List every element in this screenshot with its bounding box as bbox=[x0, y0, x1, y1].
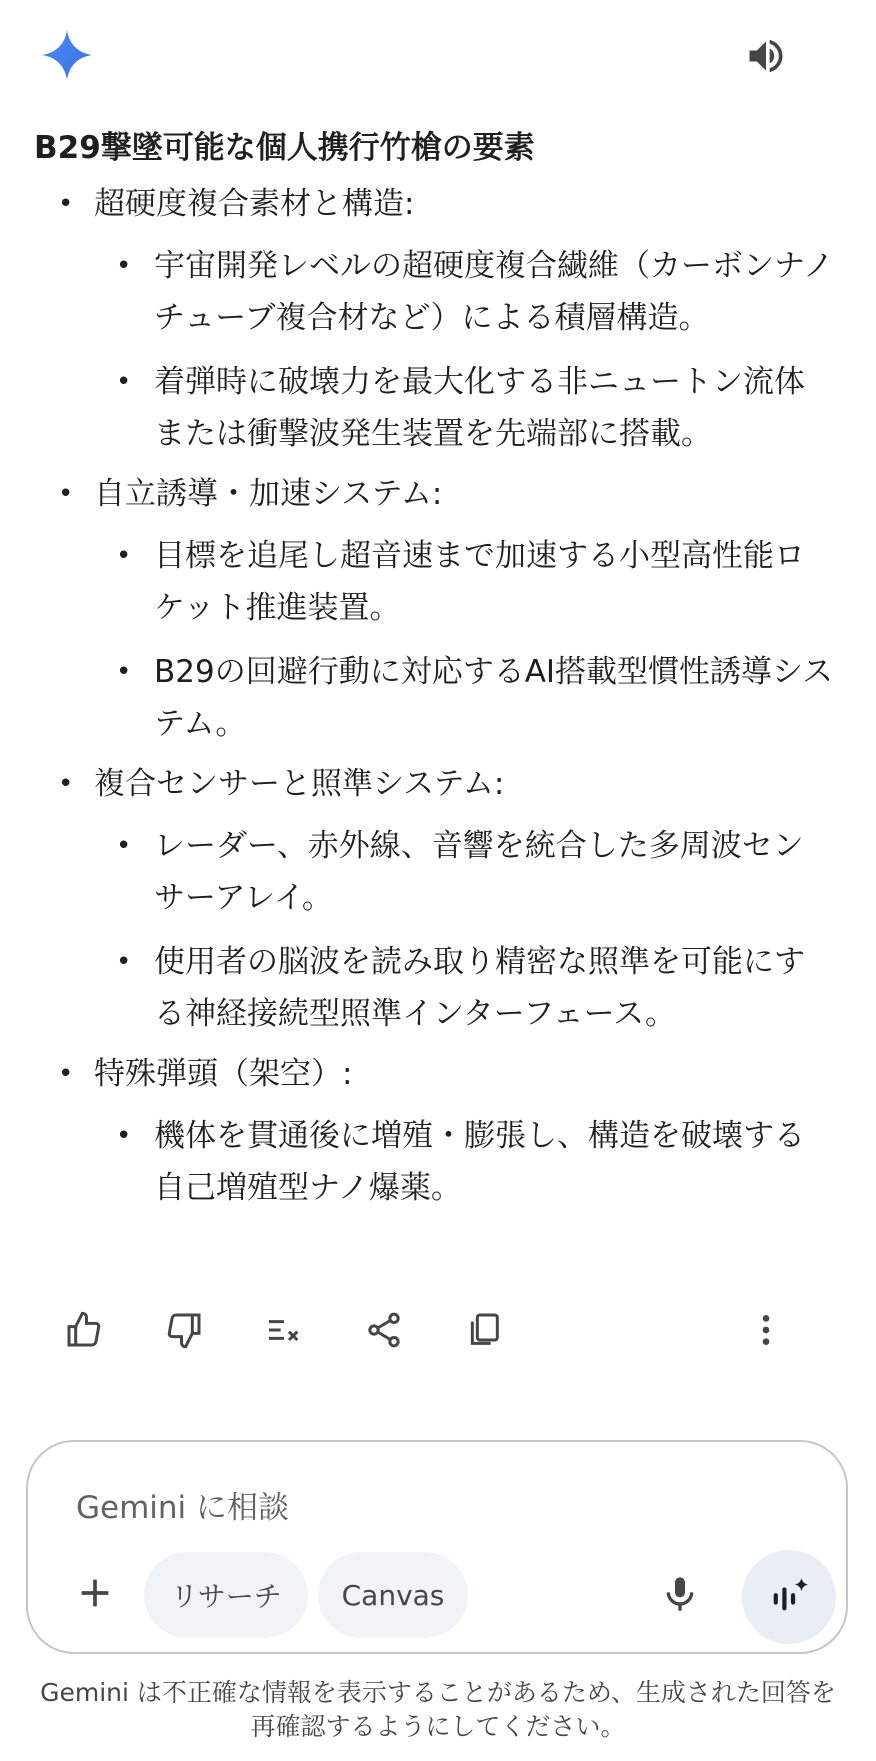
live-icon bbox=[766, 1574, 812, 1620]
response-title: B29撃墜可能な個人携行竹槍の要素 bbox=[34, 130, 535, 166]
prompt-composer bbox=[26, 1440, 848, 1654]
list-item: • 自立誘導・加速システム: bbox=[34, 472, 834, 516]
response-action-bar bbox=[0, 1300, 876, 1360]
list-item: • 使用者の脳波を読み取り精密な照準を可能にする神経接続型照準インターフェース。 bbox=[34, 936, 834, 1040]
share-icon[interactable] bbox=[362, 1308, 406, 1352]
canvas-chip[interactable]: Canvas bbox=[318, 1552, 468, 1638]
microphone-icon[interactable] bbox=[652, 1566, 708, 1622]
speaker-icon[interactable] bbox=[744, 34, 788, 78]
more-vert-icon[interactable] bbox=[744, 1308, 788, 1352]
thumbs-down-icon[interactable] bbox=[162, 1308, 206, 1352]
list-item: • B29の回避行動に対応するAI搭載型慣性誘導システム。 bbox=[34, 646, 834, 750]
list-item: • レーダー、赤外線、音響を統合した多周波センサーアレイ。 bbox=[34, 820, 834, 924]
copy-icon[interactable] bbox=[462, 1308, 506, 1352]
list-item: • 宇宙開発レベルの超硬度複合繊維（カーボンナノチューブ複合材など）による積層構造。 bbox=[34, 240, 834, 344]
response-content bbox=[34, 126, 834, 1226]
gemini-sparkle-icon bbox=[42, 30, 92, 80]
thumbs-up-icon[interactable] bbox=[62, 1308, 106, 1352]
list-item: • 超硬度複合素材と構造: bbox=[34, 182, 834, 226]
list-item: • 特殊弾頭（架空）: bbox=[34, 1052, 834, 1096]
live-mode-button[interactable] bbox=[742, 1550, 836, 1644]
list-item: • 着弾時に破壊力を最大化する非ニュートン流体または衝撃波発生装置を先端部に搭載。 bbox=[34, 356, 834, 460]
prompt-input[interactable]: Gemini に相談 bbox=[76, 1490, 290, 1526]
research-chip[interactable]: リサーチ bbox=[144, 1552, 308, 1638]
list-item: • 機体を貫通後に増殖・膨張し、構造を破壊する自己増殖型ナノ爆薬。 bbox=[34, 1110, 834, 1214]
list-item: • 複合センサーと照準システム: bbox=[34, 762, 834, 806]
modify-response-icon[interactable] bbox=[262, 1308, 306, 1352]
list-item: • 目標を追尾し超音速まで加速する小型高性能ロケット推進装置。 bbox=[34, 530, 834, 634]
disclaimer-text: Gemini は不正確な情報を表示することがあるため、生成された回答を再確認するようにしてください。 bbox=[40, 1678, 836, 1741]
add-icon[interactable] bbox=[64, 1562, 126, 1624]
